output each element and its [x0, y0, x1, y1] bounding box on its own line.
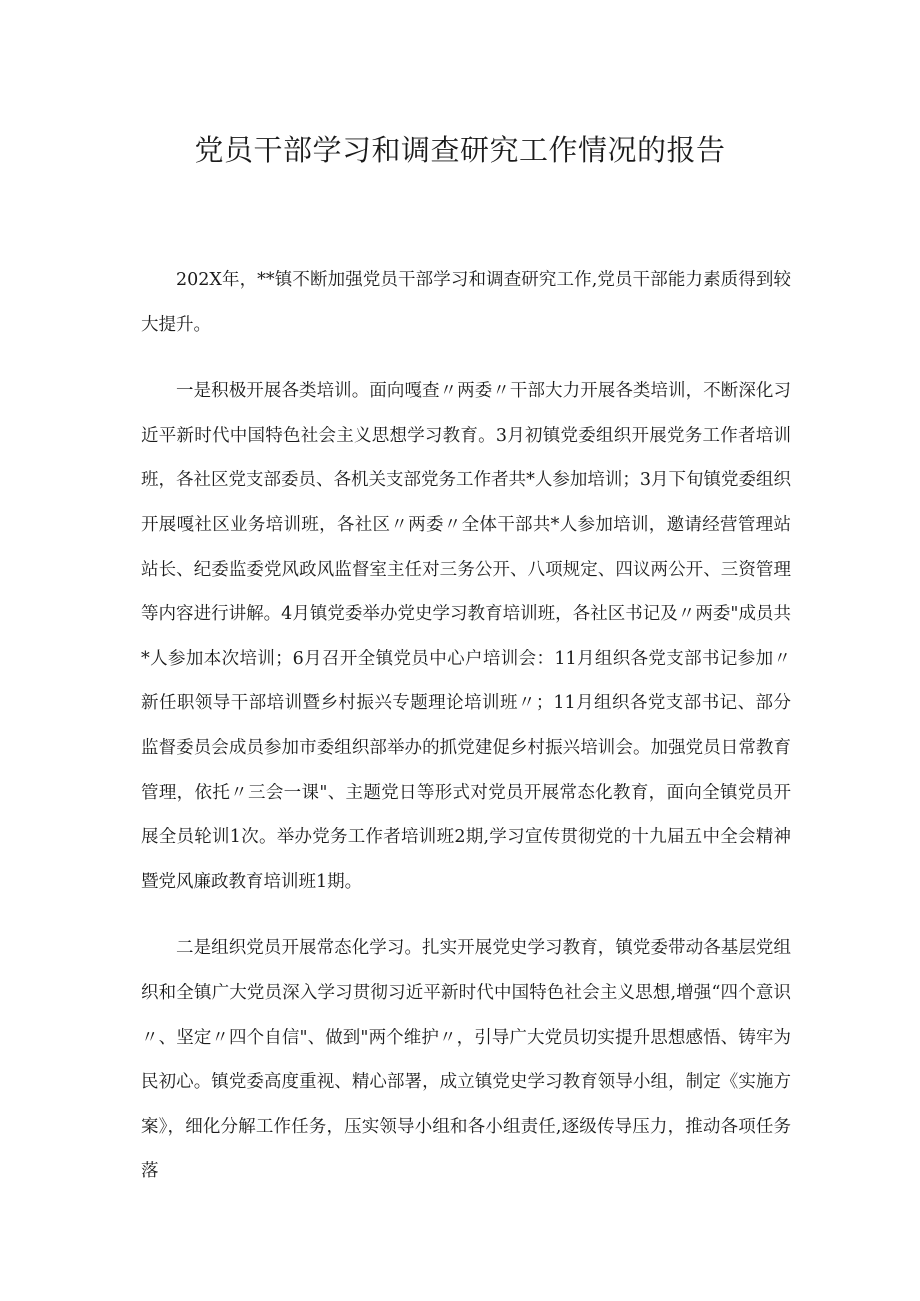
paragraph-intro: 202X年，**镇不断加强党员干部学习和调查研究工作,党员干部能力素质得到较大提升。 — [141, 270, 791, 335]
paragraph-regular-study: 二是组织党员开展常态化学习。扎实开展党史学习教育，镇党委带动各基层党组织和全镇广大党员深入学习贯彻习近平新时代中国特色社会主义思想,增强“四个意识〃、坚定〃四个自信"、做到"两个维护〃，引导广大党员切实提升思想感悟、铸牢为民初心。镇党委高度重视、精心部署，成立镇党史学习教育领导小组，制定《实施方案》，细化分解工作任务，压实领导小组和各小组责任,逐级传导压力，推动各项任务落 — [141, 938, 791, 1182]
paragraph-training: 一是积极开展各类培训。面向嘎查〃两委〃干部大力开展各类培训，不断深化习近平新时代中国特色社会主义思想学习教育。3月初镇党委组织开展党务工作者培训班，各社区党支部委员、各机关支部党务工作者共*人参加培训；3月下旬镇党委组织开展嘎社区业务培训班，各社区〃两委〃全体干部共*人参加培训，邀请经营管理站站长、纪委监委党风政风监督室主任对三务公开、八项规定、四议两公开、三资管理等内容进行讲解。4月镇党委举办党史学习教育培训班，各社区书记及〃两委"成员共*人参加本次培训；6月召开全镇党员中心户培训会：11月组织各党支部书记参加〃新任职领导干部培训暨乡村振兴专题理论培训班〃；11月组织各党支部书记、部分监督委员会成员参加市委组织部举办的抓党建促乡村振兴培训会。加强党员日常教育管理，依托〃三会一课"、主题党日等形式对党员开展常态化教育，面向全镇党员开展全员轮训1次。举办党务工作者培训班2期,学习宣传贯彻党的十九届五中全会精神暨党风廉政教育培训班1期。 — [141, 381, 791, 892]
document-body — [141, 258, 791, 1216]
document-title: 党员干部学习和调查研究工作情况的报告 — [194, 133, 726, 167]
